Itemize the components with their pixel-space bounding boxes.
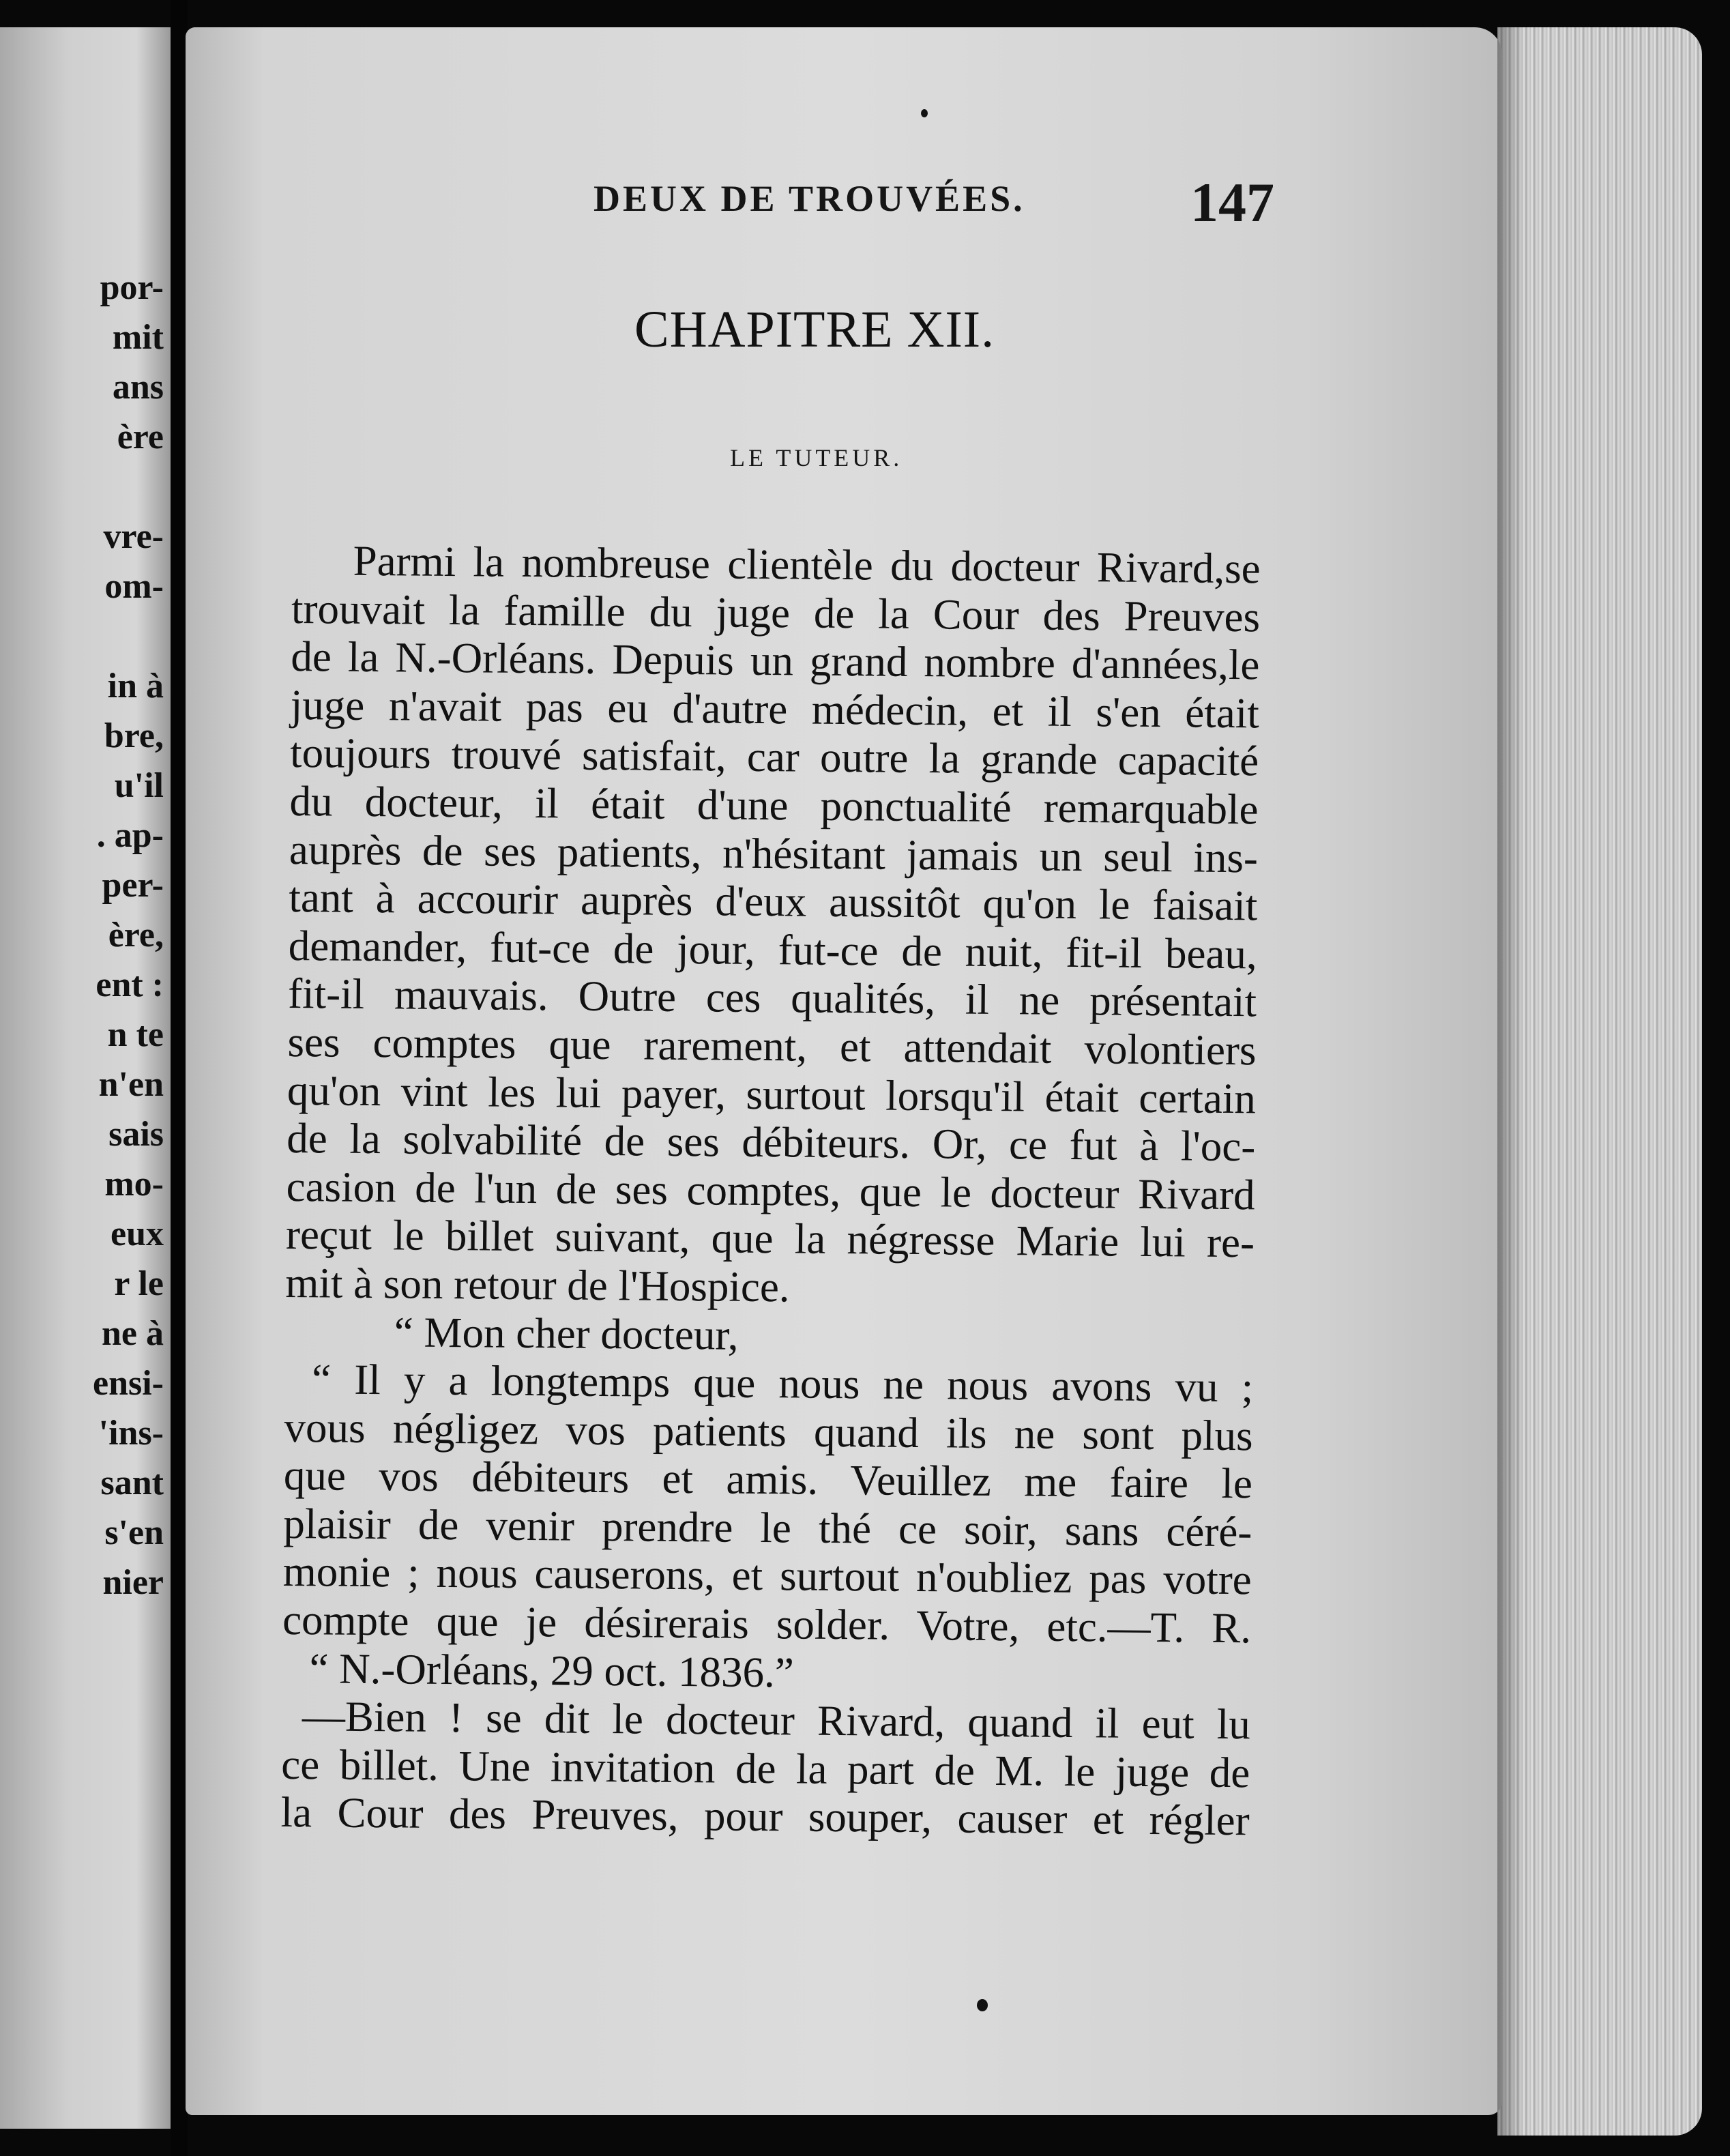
text-line: demander, fut-ce de jour, fut-ce de nuit, fit-il beau, bbox=[288, 921, 1258, 978]
text-line: plaisir de venir prendre le thé ce soir, sans céré- bbox=[283, 1499, 1252, 1556]
chapter-subtitle: LE TUTEUR. bbox=[730, 444, 903, 471]
text-line: “ N.-Orléans, 29 oct. 1836.” bbox=[309, 1644, 795, 1697]
text-line: monie ; nous causerons, et surtout n'oubliez pas votre bbox=[282, 1547, 1252, 1604]
left-fragment: ent : bbox=[96, 965, 164, 1004]
text-line: tant à accourir auprès d'eux aussitôt qu'on le faisait bbox=[289, 873, 1258, 930]
left-fragment: vre- bbox=[103, 517, 164, 556]
text-line: de la N.-Orléans. Depuis un grand nombre d'années,le bbox=[291, 632, 1260, 689]
left-fragment: por- bbox=[100, 268, 164, 307]
book-page-edges bbox=[1497, 27, 1702, 2136]
text-line: “ Mon cher docteur, bbox=[394, 1307, 739, 1359]
text-line: “ Il y a longtemps que nous ne nous avons vu ; bbox=[311, 1355, 1254, 1412]
text-line: Parmi la nombreuse clientèle du docteur Rivard,se bbox=[353, 536, 1261, 593]
chapter-title: CHAPITRE XII. bbox=[634, 301, 995, 358]
print-speck bbox=[921, 109, 928, 117]
left-fragment: s'en bbox=[104, 1513, 164, 1552]
text-line: qu'on vint les lui payer, surtout lorsqu'il était certain bbox=[287, 1066, 1257, 1122]
left-fragment: bre, bbox=[104, 716, 164, 755]
left-fragment: sais bbox=[108, 1115, 164, 1154]
text-line: vous négligez vos patients quand ils ne sont plus bbox=[284, 1403, 1253, 1460]
page-body-text bbox=[280, 536, 1261, 1845]
text-line: casion de l'un de ses comptes, que le docteur Rivard bbox=[286, 1162, 1255, 1219]
left-fragment: nier bbox=[102, 1563, 164, 1602]
text-line: reçut le billet suivant, que la négresse Marie lui re- bbox=[285, 1210, 1255, 1267]
text-line: fit-il mauvais. Outre ces qualités, il ne présentait bbox=[287, 970, 1257, 1026]
previous-page-text bbox=[93, 263, 164, 1607]
left-fragment: mit bbox=[112, 318, 164, 357]
left-fragment: 'ins- bbox=[98, 1414, 164, 1453]
left-fragment: sant bbox=[100, 1463, 164, 1502]
left-fragment: ensi- bbox=[93, 1364, 164, 1403]
text-line: compte que je désirerais solder. Votre, etc.—T. R. bbox=[282, 1596, 1252, 1652]
print-speck bbox=[977, 1999, 988, 2011]
text-line: ce billet. Une invitation de la part de M. le juge de bbox=[280, 1740, 1250, 1797]
text-line: du docteur, il était d'une ponctualité remarquable bbox=[289, 776, 1259, 834]
previous-page-fragment bbox=[0, 27, 171, 2129]
left-fragment: ère, bbox=[108, 916, 164, 955]
left-fragment: ère bbox=[117, 418, 164, 456]
left-fragment: ans bbox=[112, 368, 164, 407]
text-line: ses comptes que rarement, et attendait volontiers bbox=[287, 1017, 1257, 1075]
left-fragment: in à bbox=[107, 667, 164, 705]
left-fragment: om- bbox=[104, 567, 164, 606]
text-line: auprès de ses patients, n'hésitant jamais un seul ins- bbox=[289, 825, 1259, 882]
left-fragment: r le bbox=[114, 1264, 164, 1303]
left-fragment: per- bbox=[102, 866, 164, 905]
left-fragment: eux bbox=[111, 1214, 164, 1253]
left-fragment: n'en bbox=[98, 1065, 164, 1104]
text-line: —Bien ! se dit le docteur Rivard, quand il eut lu bbox=[302, 1692, 1251, 1749]
text-line: que vos débiteurs et amis. Veuillez me faire le bbox=[283, 1451, 1253, 1508]
left-fragment: . ap- bbox=[96, 816, 164, 855]
page-number: 147 bbox=[1190, 171, 1274, 233]
page-edge-shadow bbox=[1497, 27, 1525, 2136]
left-fragment: n te bbox=[107, 1015, 164, 1054]
text-line: mit à son retour de l'Hospice. bbox=[285, 1258, 790, 1311]
text-line: la Cour des Preuves, pour souper, causer et régler bbox=[280, 1788, 1250, 1845]
left-fragment: mo- bbox=[104, 1165, 164, 1204]
text-line: juge n'avait pas eu d'autre médecin, et il s'en était bbox=[290, 680, 1260, 738]
left-fragment: u'il bbox=[114, 766, 164, 805]
running-head: DEUX DE TROUVÉES. bbox=[593, 178, 1025, 219]
left-fragment-gap bbox=[93, 611, 164, 661]
text-line: trouvait la famille du juge de la Cour des Preuves bbox=[291, 584, 1261, 641]
text-line: de la solvabilité de ses débiteurs. Or, ce fut à l'oc- bbox=[286, 1114, 1256, 1171]
left-fragment: ne à bbox=[102, 1314, 164, 1353]
left-fragment-gap bbox=[93, 462, 164, 512]
text-line: toujours trouvé satisfait, car outre la grande capacité bbox=[289, 729, 1259, 785]
